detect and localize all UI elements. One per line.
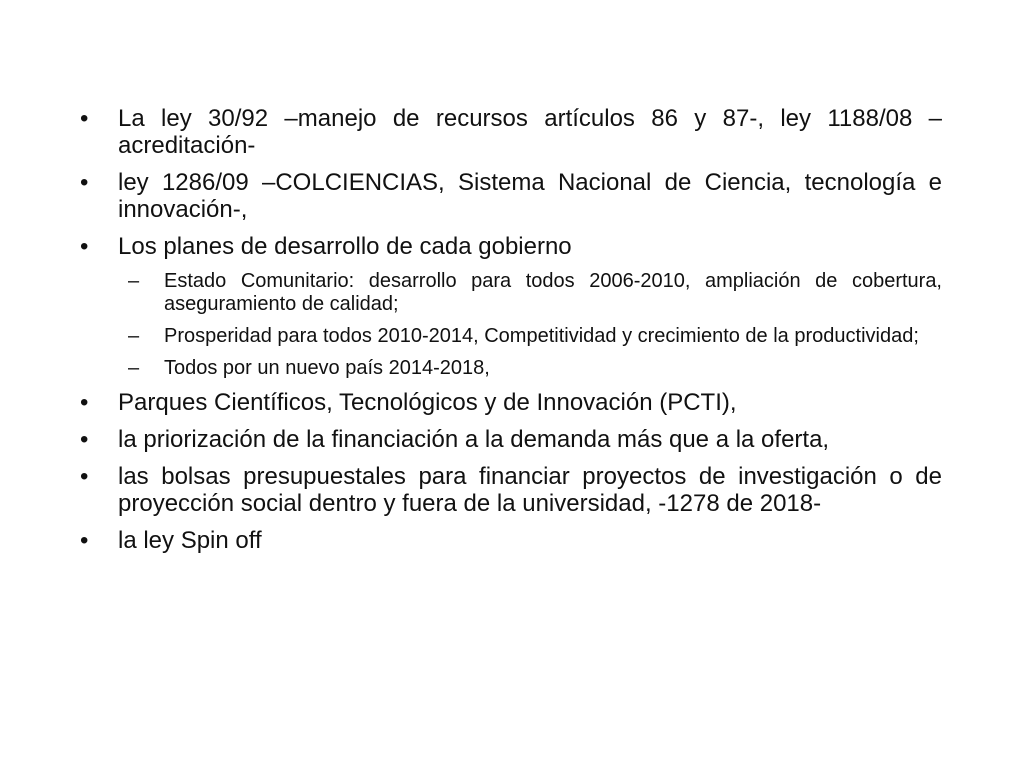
bullet-text: ley 1286/09 –COLCIENCIAS, Sistema Nacional de Ciencia, tecnología e innovación-, [118, 169, 942, 223]
dash-marker: – [128, 325, 140, 347]
sub-bullet-text: Prosperidad para todos 2010-2014, Competitividad y crecimiento de la productividad; [164, 325, 919, 347]
sub-bullet-text: Estado Comunitario: desarrollo para todos 2006-2010, ampliación de cobertura, aseguramiento de calidad; [164, 270, 942, 315]
dash-marker: – [128, 357, 140, 379]
bullet-text: Los planes de desarrollo de cada gobierno [118, 233, 572, 260]
bullet-item [80, 426, 942, 453]
bullet-marker: • [80, 233, 89, 260]
bullet-item [80, 169, 942, 223]
bullet-marker: • [80, 105, 89, 132]
bullet-text: Parques Científicos, Tecnológicos y de Innovación (PCTI), [118, 389, 737, 416]
sub-bullet-item [128, 325, 942, 348]
bullet-marker: • [80, 389, 89, 416]
bullet-item [80, 233, 942, 260]
bullet-marker: • [80, 463, 89, 490]
sub-bullet-item [128, 270, 942, 316]
bullet-marker: • [80, 169, 89, 196]
bullet-item [80, 463, 942, 517]
sub-bullet-item [128, 357, 942, 380]
bullet-text: La ley 30/92 –manejo de recursos artículos 86 y 87-, ley 1188/08 –acreditación- [118, 105, 942, 159]
sub-bullet-text: Todos por un nuevo país 2014-2018, [164, 357, 490, 379]
bullet-text: la ley Spin off [118, 527, 262, 554]
bullet-text: la priorización de la financiación a la demanda más que a la oferta, [118, 426, 830, 453]
bullet-marker: • [80, 527, 89, 554]
dash-marker: – [128, 270, 140, 292]
bullet-list [80, 105, 942, 564]
bullet-marker: • [80, 426, 89, 453]
bullet-item [80, 389, 942, 416]
bullet-item [80, 527, 942, 554]
bullet-text: las bolsas presupuestales para financiar proyectos de investigación o de proyección social dentro y fuera de la universidad, -1278 de 2018- [118, 463, 942, 517]
bullet-item [80, 105, 942, 159]
